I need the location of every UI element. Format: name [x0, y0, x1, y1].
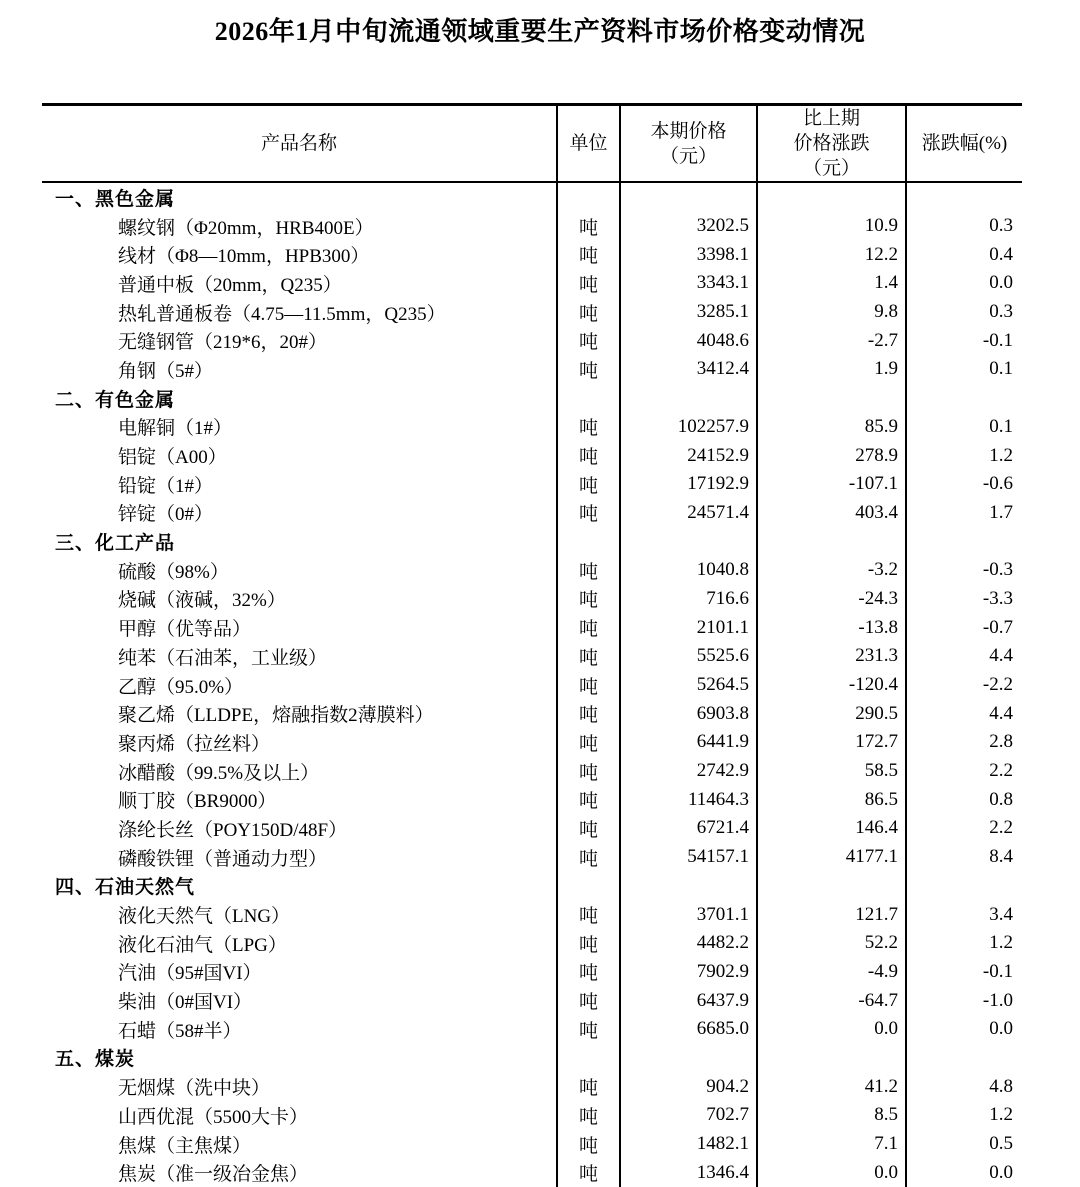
category-cell: 一、黑色金属 — [55, 188, 176, 210]
price-change-cell: 1.4 — [757, 269, 906, 298]
pct-change-cell: -0.6 — [906, 470, 1022, 499]
unit-cell: 吨 — [557, 1015, 620, 1044]
column-header-line: 价格涨跌 — [793, 133, 870, 154]
unit-cell: 吨 — [557, 642, 620, 671]
pct-change-cell: -0.7 — [906, 613, 1022, 642]
current-price-cell: 2101.1 — [620, 613, 757, 642]
empty-cell — [620, 384, 757, 413]
unit-cell: 吨 — [557, 958, 620, 987]
empty-cell — [620, 872, 757, 901]
empty-cell — [557, 1044, 620, 1073]
unit-cell: 吨 — [557, 699, 620, 728]
product-row — [42, 556, 1022, 585]
unit-cell: 吨 — [557, 728, 620, 757]
product-row — [42, 757, 1022, 786]
product-name-cell: 冰醋酸（99.5%及以上） — [118, 762, 320, 784]
product-name-cell: 无烟煤（洗中块） — [118, 1078, 271, 1100]
product-row — [42, 240, 1022, 269]
current-price-cell: 54157.1 — [620, 843, 757, 872]
price-change-cell: -24.3 — [757, 585, 906, 614]
product-row — [42, 326, 1022, 355]
price-change-cell: 231.3 — [757, 642, 906, 671]
pct-change-cell: -2.2 — [906, 671, 1022, 700]
category-cell: 三、化工产品 — [55, 533, 176, 555]
empty-cell — [906, 182, 1022, 212]
current-price-cell: 17192.9 — [620, 470, 757, 499]
pct-change-cell: 1.2 — [906, 1101, 1022, 1130]
price-change-cell: 1.9 — [757, 355, 906, 384]
pct-change-cell: -0.1 — [906, 326, 1022, 355]
unit-cell: 吨 — [557, 212, 620, 241]
pct-change-cell: 0.8 — [906, 785, 1022, 814]
empty-cell — [620, 182, 757, 212]
product-row — [42, 929, 1022, 958]
unit-cell: 吨 — [557, 814, 620, 843]
unit-cell: 吨 — [557, 556, 620, 585]
current-price-cell: 6437.9 — [620, 986, 757, 1015]
column-header-line: 涨跌幅(%) — [921, 133, 1008, 154]
current-price-cell: 3202.5 — [620, 212, 757, 241]
price-change-cell: 290.5 — [757, 699, 906, 728]
category-row — [42, 384, 1022, 413]
current-price-cell: 6441.9 — [620, 728, 757, 757]
pct-change-cell: 3.4 — [906, 900, 1022, 929]
unit-cell: 吨 — [557, 785, 620, 814]
product-row — [42, 212, 1022, 241]
empty-cell — [906, 384, 1022, 413]
empty-cell — [557, 872, 620, 901]
pct-change-cell: 0.3 — [906, 212, 1022, 241]
current-price-cell: 5525.6 — [620, 642, 757, 671]
price-change-cell: 7.1 — [757, 1130, 906, 1159]
column-header-line: （元） — [659, 145, 717, 167]
unit-cell: 吨 — [557, 1072, 620, 1101]
column-header-line: 本期价格 — [650, 120, 727, 142]
product-row — [42, 470, 1022, 499]
unit-cell: 吨 — [557, 613, 620, 642]
empty-cell — [757, 527, 906, 556]
product-row — [42, 269, 1022, 298]
unit-cell: 吨 — [557, 269, 620, 298]
pct-change-cell: -0.3 — [906, 556, 1022, 585]
pct-change-cell: 2.8 — [906, 728, 1022, 757]
current-price-cell: 6721.4 — [620, 814, 757, 843]
current-price-cell: 2742.9 — [620, 757, 757, 786]
product-row — [42, 298, 1022, 327]
empty-cell — [906, 872, 1022, 901]
price-change-cell: -13.8 — [757, 613, 906, 642]
current-price-cell: 102257.9 — [620, 413, 757, 442]
current-price-cell: 6903.8 — [620, 699, 757, 728]
price-change-cell: 58.5 — [757, 757, 906, 786]
unit-cell: 吨 — [557, 929, 620, 958]
empty-cell — [757, 872, 906, 901]
product-name-cell: 聚丙烯（拉丝料） — [118, 733, 271, 755]
product-name-cell: 乙醇（95.0%） — [118, 676, 244, 698]
page-title: 2026年1月中旬流通领域重要生产资料市场价格变动情况 — [214, 17, 866, 46]
price-change-cell: -2.7 — [757, 326, 906, 355]
price-change-cell: -64.7 — [757, 986, 906, 1015]
product-name-cell: 铅锭（1#） — [118, 475, 214, 497]
pct-change-cell: -0.1 — [906, 958, 1022, 987]
product-name-cell: 聚乙烯（LLDPE，熔融指数2薄膜料） — [118, 705, 434, 727]
current-price-cell: 1346.4 — [620, 1158, 757, 1187]
pct-change-cell: 1.7 — [906, 499, 1022, 528]
empty-cell — [757, 384, 906, 413]
price-change-cell: 86.5 — [757, 785, 906, 814]
product-name-cell: 铝锭（A00） — [118, 447, 227, 469]
price-change-cell: 0.0 — [757, 1015, 906, 1044]
product-name-cell: 焦炭（准一级冶金焦） — [118, 1164, 309, 1186]
product-name-cell: 山西优混（5500大卡） — [118, 1106, 309, 1128]
category-row — [42, 872, 1022, 901]
product-row — [42, 441, 1022, 470]
unit-cell: 吨 — [557, 671, 620, 700]
product-row — [42, 814, 1022, 843]
product-row — [42, 843, 1022, 872]
unit-cell: 吨 — [557, 413, 620, 442]
price-change-cell: 9.8 — [757, 298, 906, 327]
unit-cell: 吨 — [557, 986, 620, 1015]
product-row — [42, 413, 1022, 442]
column-header-unit — [557, 105, 620, 183]
category-cell: 二、有色金属 — [55, 389, 176, 411]
current-price-cell: 24152.9 — [620, 441, 757, 470]
price-change-cell: 41.2 — [757, 1072, 906, 1101]
category-row — [42, 527, 1022, 556]
empty-cell — [757, 182, 906, 212]
product-row — [42, 1130, 1022, 1159]
pct-change-cell: -3.3 — [906, 585, 1022, 614]
unit-cell: 吨 — [557, 1158, 620, 1187]
category-row — [42, 182, 1022, 212]
current-price-cell: 6685.0 — [620, 1015, 757, 1044]
pct-change-cell: 0.5 — [906, 1130, 1022, 1159]
price-change-cell: 52.2 — [757, 929, 906, 958]
current-price-cell: 4048.6 — [620, 326, 757, 355]
product-name-cell: 涤纶长丝（POY150D/48F） — [118, 819, 348, 841]
current-price-cell: 3701.1 — [620, 900, 757, 929]
product-row — [42, 499, 1022, 528]
price-change-cell: 121.7 — [757, 900, 906, 929]
product-name-cell: 热轧普通板卷（4.75—11.5mm，Q235） — [118, 303, 446, 325]
current-price-cell: 904.2 — [620, 1072, 757, 1101]
unit-cell: 吨 — [557, 843, 620, 872]
product-name-cell: 无缝钢管（219*6，20#） — [118, 332, 328, 354]
current-price-cell: 3343.1 — [620, 269, 757, 298]
product-name-cell: 纯苯（石油苯，工业级） — [118, 647, 328, 669]
category-cell: 四、石油天然气 — [55, 877, 196, 899]
product-row — [42, 986, 1022, 1015]
product-name-cell: 螺纹钢（Φ20mm，HRB400E） — [118, 217, 374, 239]
pct-change-cell: 2.2 — [906, 757, 1022, 786]
product-name-cell: 液化天然气（LNG） — [118, 906, 291, 928]
empty-cell — [757, 1044, 906, 1073]
product-row — [42, 1072, 1022, 1101]
product-name-cell: 普通中板（20mm，Q235） — [118, 274, 342, 296]
price-change-cell: -107.1 — [757, 470, 906, 499]
product-row — [42, 900, 1022, 929]
current-price-cell: 7902.9 — [620, 958, 757, 987]
product-name-cell: 焦煤（主焦煤） — [118, 1135, 252, 1157]
price-change-cell: 10.9 — [757, 212, 906, 241]
table-header-row — [42, 105, 1022, 183]
current-price-cell: 3398.1 — [620, 240, 757, 269]
empty-cell — [906, 1044, 1022, 1073]
product-name-cell: 线材（Φ8—10mm，HPB300） — [118, 246, 370, 268]
empty-cell — [557, 384, 620, 413]
product-row — [42, 671, 1022, 700]
pct-change-cell: 4.8 — [906, 1072, 1022, 1101]
product-name-cell: 石蜡（58#半） — [118, 1020, 242, 1042]
price-change-cell: 8.5 — [757, 1101, 906, 1130]
unit-cell: 吨 — [557, 441, 620, 470]
product-name-cell: 甲醇（优等品） — [118, 619, 252, 641]
pct-change-cell: 0.3 — [906, 298, 1022, 327]
price-change-cell: -120.4 — [757, 671, 906, 700]
product-name-cell: 电解铜（1#） — [118, 418, 233, 440]
product-row — [42, 1101, 1022, 1130]
price-change-cell: 146.4 — [757, 814, 906, 843]
column-header-change — [757, 105, 906, 183]
pct-change-cell: 4.4 — [906, 699, 1022, 728]
column-header-line: 单位 — [569, 133, 608, 154]
product-row — [42, 585, 1022, 614]
unit-cell: 吨 — [557, 326, 620, 355]
category-cell: 五、煤炭 — [55, 1049, 136, 1071]
current-price-cell: 4482.2 — [620, 929, 757, 958]
unit-cell: 吨 — [557, 298, 620, 327]
pct-change-cell: 0.1 — [906, 355, 1022, 384]
column-header-line: （元） — [802, 158, 860, 179]
product-name-cell: 角钢（5#） — [118, 360, 214, 382]
pct-change-cell: 1.2 — [906, 441, 1022, 470]
pct-change-cell: 1.2 — [906, 929, 1022, 958]
pct-change-cell: 0.4 — [906, 240, 1022, 269]
price-change-cell: 12.2 — [757, 240, 906, 269]
product-row — [42, 1158, 1022, 1187]
pct-change-cell: 2.2 — [906, 814, 1022, 843]
unit-cell: 吨 — [557, 757, 620, 786]
price-table — [42, 103, 1022, 1187]
column-header-line: 产品名称 — [260, 133, 337, 154]
price-change-cell: 403.4 — [757, 499, 906, 528]
column-header-name — [42, 105, 557, 183]
unit-cell: 吨 — [557, 585, 620, 614]
empty-cell — [620, 1044, 757, 1073]
product-name-cell: 锌锭（0#） — [118, 504, 214, 526]
product-name-cell: 液化石油气（LPG） — [118, 934, 287, 956]
product-row — [42, 958, 1022, 987]
product-name-cell: 汽油（95#国VI） — [118, 963, 262, 985]
unit-cell: 吨 — [557, 900, 620, 929]
current-price-cell: 24571.4 — [620, 499, 757, 528]
pct-change-cell: 8.4 — [906, 843, 1022, 872]
pct-change-cell: -1.0 — [906, 986, 1022, 1015]
current-price-cell: 716.6 — [620, 585, 757, 614]
current-price-cell: 5264.5 — [620, 671, 757, 700]
current-price-cell: 3412.4 — [620, 355, 757, 384]
unit-cell: 吨 — [557, 1101, 620, 1130]
product-name-cell: 柴油（0#国VI） — [118, 992, 253, 1014]
pct-change-cell: 4.4 — [906, 642, 1022, 671]
column-header-pct — [906, 105, 1022, 183]
product-row — [42, 613, 1022, 642]
unit-cell: 吨 — [557, 470, 620, 499]
product-name-cell: 烧碱（液碱，32%） — [118, 590, 286, 612]
product-row — [42, 355, 1022, 384]
empty-cell — [557, 527, 620, 556]
empty-cell — [620, 527, 757, 556]
pct-change-cell: 0.1 — [906, 413, 1022, 442]
column-header-price — [620, 105, 757, 183]
product-row — [42, 699, 1022, 728]
price-change-cell: 4177.1 — [757, 843, 906, 872]
current-price-cell: 702.7 — [620, 1101, 757, 1130]
product-row — [42, 642, 1022, 671]
pct-change-cell: 0.0 — [906, 1158, 1022, 1187]
empty-cell — [906, 527, 1022, 556]
product-name-cell: 磷酸铁锂（普通动力型） — [118, 848, 328, 870]
unit-cell: 吨 — [557, 240, 620, 269]
product-name-cell: 硫酸（98%） — [118, 561, 229, 583]
product-row — [42, 785, 1022, 814]
table-body — [42, 182, 1022, 1187]
current-price-cell: 1040.8 — [620, 556, 757, 585]
unit-cell: 吨 — [557, 1130, 620, 1159]
pct-change-cell: 0.0 — [906, 1015, 1022, 1044]
column-header-line: 比上期 — [802, 108, 860, 129]
product-name-cell: 顺丁胶（BR9000） — [118, 791, 277, 813]
current-price-cell: 11464.3 — [620, 785, 757, 814]
unit-cell: 吨 — [557, 499, 620, 528]
category-row — [42, 1044, 1022, 1073]
price-change-cell: -3.2 — [757, 556, 906, 585]
current-price-cell: 3285.1 — [620, 298, 757, 327]
table-header — [42, 105, 1022, 183]
empty-cell — [557, 182, 620, 212]
price-change-cell: 172.7 — [757, 728, 906, 757]
unit-cell: 吨 — [557, 355, 620, 384]
price-change-cell: 85.9 — [757, 413, 906, 442]
price-change-cell: -4.9 — [757, 958, 906, 987]
product-row — [42, 1015, 1022, 1044]
price-change-cell: 0.0 — [757, 1158, 906, 1187]
product-row — [42, 728, 1022, 757]
pct-change-cell: 0.0 — [906, 269, 1022, 298]
price-change-cell: 278.9 — [757, 441, 906, 470]
current-price-cell: 1482.1 — [620, 1130, 757, 1159]
